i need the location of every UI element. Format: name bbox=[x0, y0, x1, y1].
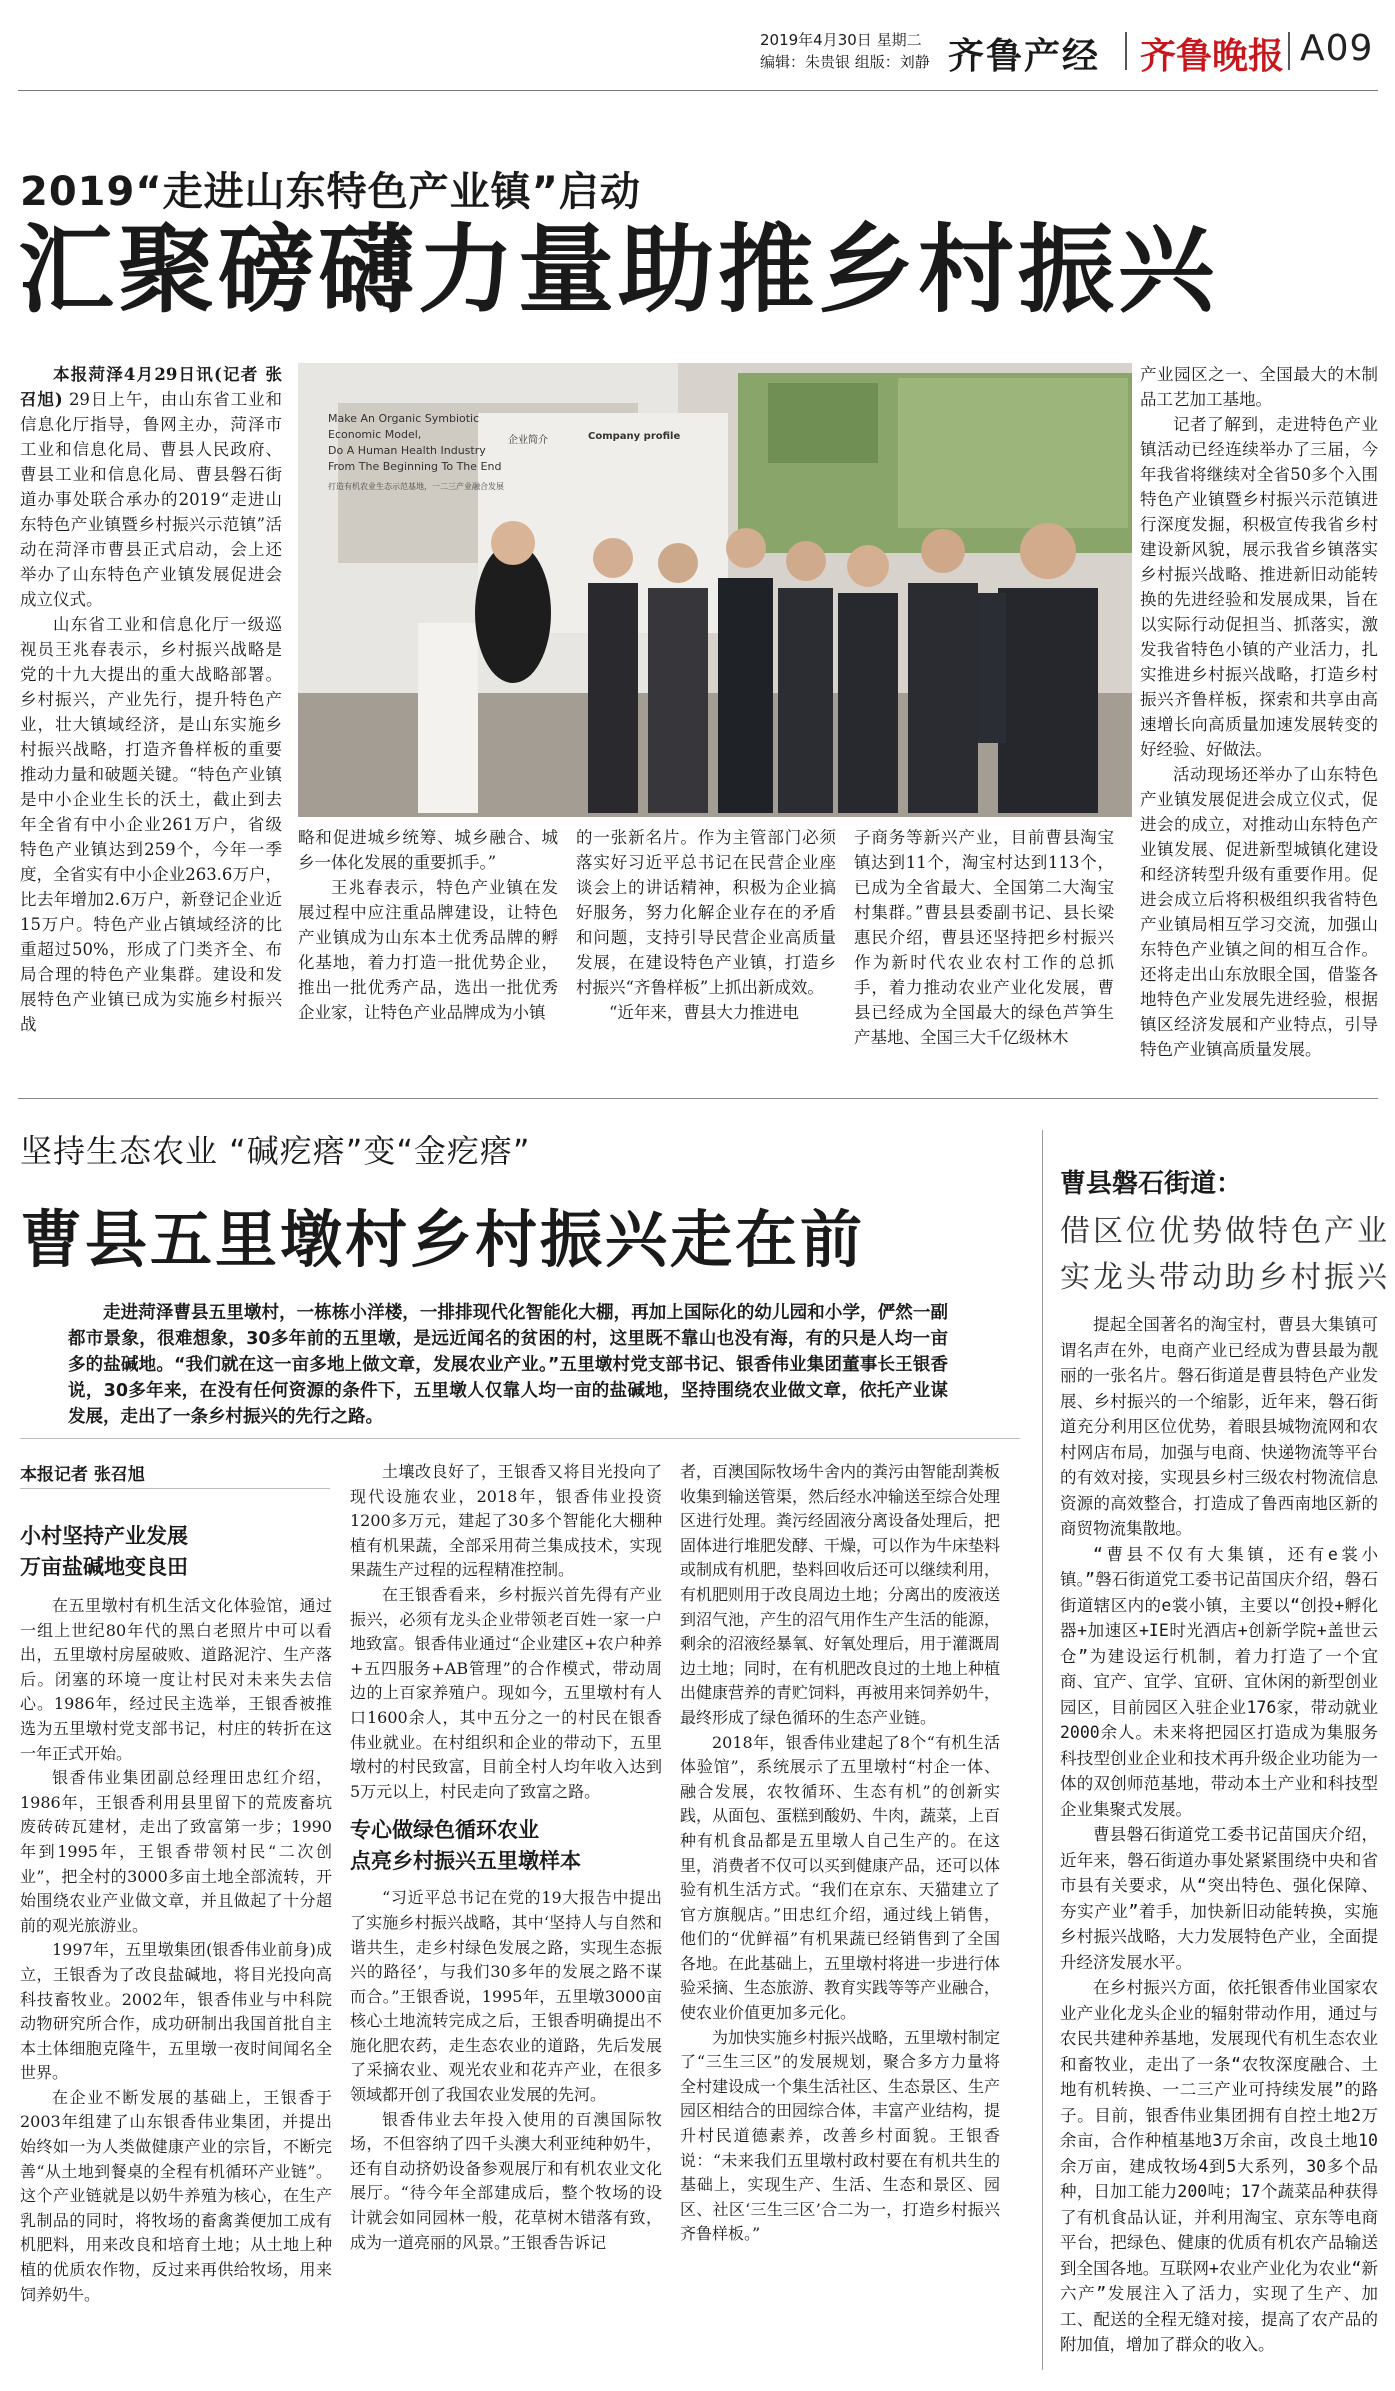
story1-paragraph: 山东省工业和信息化厅一级巡视员王兆春表示，乡村振兴战略是党的十九大提出的重大战略部署。乡村振兴，产业先行，提升特色产业，壮大镇域经济，是山东实施乡村振兴战略，打造齐鲁样板的重要推动力量和破题关键。“特色产业镇是中小企业生长的沃土，截止到去年全省有中小企业261万户，省级特色产业镇达到259个，今年一季度，全省实有中小企业263.6万户，比去年增加2.6万户，新登记企业近15万户。特色产业占镇域经济的比重超过50%，形成了门类齐全、布局合理的特色产业集群。建设和发展特色产业镇已成为实施乡村振兴战 bbox=[20, 615, 282, 1034]
editor-credit: 编辑：朱贵银 组版：刘静 bbox=[760, 53, 930, 71]
photo-panel-label: 企业简介 bbox=[508, 435, 548, 446]
story2-kicker: 坚持生态农业 “碱疙瘩”变“金疙瘩” bbox=[20, 1132, 531, 1170]
story1-photo bbox=[298, 363, 1132, 817]
story2-subheading-2: 专心做绿色循环农业 点亮乡村振兴五里墩样本 bbox=[350, 1817, 581, 1874]
story2-column-2: 土壤改良好了，王银香又将目光投向了现代设施农业，2018年，银香伟业投资1200多万元，建起了30多个智能化大棚种植有机果蔬，全部采用荷兰集成技术，实现果蔬生产过程的远程精准控制。 在王银香看来，乡村振兴首先得有产业振兴，必须有龙头企业带领老百姓一家一户地致富。银香伟业通过“企业建区+农户种养+五四服务+AB管理”的合作模式，带动周边的上百家养殖户。现如今，五里墩村有人口1600余人，其中五分之一的村民在银香伟业就业。在村组织和企业的带动下，五里墩村的村民致富，目前全村人均年收入达到5万元以上，村民走向了致富之路。 专心做绿色循环农业 点亮乡村振兴五里墩样本 “习近平总书记在党的19大报告中提出了实施乡村振兴战略，其中‘坚持人与自然和谐共生，走乡村绿色发展之路，实现生态振兴的路径’，与我们30多年的发展之路不谋而合。”王银香说，1995年，五里墩3000亩核心土地流转完成之后，王银香明确提出不施化肥农药，走生态农业的道路，先后发展了采摘农业、观光农业和花卉产业，在很多领域都开创了我国农业发展的先河。 银香伟业去年投入使用的百澳国际牧场，不但容纳了四千头澳大利亚纯种奶牛，还有自动挤奶设备参观展厅和有机农业文化展厅。“待今年全部建成后，整个牧场的设计就会如同园林一般，花草树木错落有致，成为一道亮丽的风景。”王银香告诉记 bbox=[350, 1462, 662, 2252]
page-number: A09 bbox=[1300, 28, 1374, 69]
photo-panel-label-en: Company profile bbox=[588, 431, 681, 442]
story1-dateline: 本报菏泽4月29日讯(记者 张召旭) bbox=[20, 365, 282, 409]
side-headline-line-1: 借区位优势做特色产业 bbox=[1060, 1214, 1390, 1249]
section-title: 齐鲁产经 bbox=[948, 36, 1101, 77]
side-headline-line-2: 实龙头带动助乡村振兴 bbox=[1060, 1260, 1390, 1295]
story1-column-5: 产业园区之一、全国最大的木制品工艺加工基地。 记者了解到，走进特色产业镇活动已经连续举办了三届，今年我省将继续对全省50多个入围特色产业镇暨乡村振兴示范镇进行深度发掘，积极宣传我省乡村建设新风貌，展示我省乡镇落实乡村振兴战略、推进新旧动能转换的先进经验和发展成果，旨在以实际行动促担当、抓落实，激发我省特色小镇的产业活力，扎实推进乡村振兴战略，打造乡村振兴齐鲁样板，探索和共享由高速增长向高质量加速发展转变的好经验、好做法。 活动现场还举办了山东特色产业镇发展促进会成立仪式，促进会的成立，对推动山东特色产业镇发展、促进新型城镇化建设和经济转型升级有重要作用。促进会成立后将积极组织我省特色产业镇局相互学习交流，加强山东特色产业镇之间的相互合作。还将走出山东放眼全国，借鉴各地特色产业发展先进经验，根据镇区经济发展和产业特点，引导特色产业镇高质量发展。 bbox=[1140, 365, 1378, 1059]
story2-headline: 曹县五里墩村乡村振兴走在前 bbox=[20, 1203, 866, 1276]
newspaper-logo: 齐鲁晚报 bbox=[1140, 35, 1285, 77]
issue-date: 2019年4月30日 星期二 bbox=[760, 31, 922, 49]
section-rule bbox=[18, 1098, 1378, 1099]
story2-intro: 走进菏泽曹县五里墩村，一栋栋小洋楼，一排排现代化智能化大棚，再加上国际化的幼儿园和小学，俨然一副都市景象，很难想象，30多年前的五里墩，是远近闻名的贫困的村，这里既不靠山也没有海，有的只是人均一亩多的盐碱地。“我们就在这一亩多地上做文章，发展农业产业。”五里墩村党支部书记、银香伟业集团董事长王银香说，30多年来，在没有任何资源的条件下，五里墩人仅靠人均一亩的盐碱地，坚持围绕农业做文章，依托产业谋发展，走出了一条乡村振兴的先行之路。 bbox=[68, 1303, 948, 1427]
story1-headline: 汇聚磅礴力量助推乡村振兴 bbox=[18, 214, 1218, 326]
photo-small-caption: 打造有机农业生态示范基地，一二三产业融合发展 bbox=[328, 482, 504, 491]
story1-kicker: 2019“走进山东特色产业镇”启动 bbox=[20, 169, 641, 215]
story1-column-2: 略和促进城乡统筹、城乡融合、城乡一体化发展的重要抓手。” 王兆春表示，特色产业镇在发展过程中应注重品牌建设，让特色产业镇成为山东本土优秀品牌的孵化基地，着力打造一批优势企业，推出一批优秀产品，选出一批优秀企业家，让特色产业品牌成为小镇 bbox=[298, 828, 558, 1022]
sidebar-divider bbox=[1042, 1130, 1043, 2370]
story1-column-3: 的一张新名片。作为主管部门必须落实好习近平总书记在民营企业座谈会上的讲话精神，积极为企业搞好服务，努力化解企业存在的矛盾和问题，支持引导民营企业高质量发展，在建设特色产业镇，打造乡村振兴“齐鲁样板”上抓出新成效。 “近年来，曹县大力推进电 bbox=[576, 828, 836, 1022]
story2-byline: 本报记者 张召旭 bbox=[20, 1465, 145, 1485]
side-kicker: 曹县磐石街道： bbox=[1060, 1169, 1243, 1199]
side-body: 提起全国著名的淘宝村，曹县大集镇可谓名声在外，电商产业已经成为曹县最为靓丽的一张名片。磐石街道是曹县特色产业发展、乡村振兴的一个缩影，近年来，磐石街道充分利用区位优势，着眼县城物流网和农村网店布局，加强与电商、快递物流等平台的有效对接，实现县乡村三级农村物流信息资源的高效整合，打造成了鲁西南地区新的商贸物流集散地。 “曹县不仅有大集镇，还有e裳小镇。”磐石街道党工委书记苗国庆介绍，磐石街道辖区内的e裳小镇，主要以“创投+孵化器+加速区+IE时光酒店+创新学院+盖世云仓”为建设运行机制，着力打造了一个宜商、宜产、宜学、宜研、宜休闲的新型创业园区，目前园区入驻企业176家，带动就业2000余人。未来将把园区打造成为集服务科技型创业企业和技术再升级企业功能为一体的双创师范基地，带动本土产业和科技型企业集聚式发展。 曹县磐石街道党工委书记苗国庆介绍，近年来，磐石街道办事处紧紧围绕中央和省市县有关要求，从“突出特色、强化保障、夯实产业”着手，加快新旧动能转换，实施乡村振兴战略，大力发展特色产业，全面提升经济发展水平。 在乡村振兴方面，依托银香伟业国家农业产业化龙头企业的辐射带动作用，通过与农民共建种养基地，发展现代有机生态农业和畜牧业，走出了一条“农牧深度融合、土地有机转换、一二三产业可持续发展”的路子。目前，银香伟业集团拥有自控土地2万余亩，合作种植基地3万余亩，改良土地10余万亩，建成牧场4到5大系列，30多个品种，日加工能力200吨；17个蔬菜品种获得了有机食品认证，并利用淘宝、京东等电商平台，把绿色、健康的优质有机农产品输送到全国各地。互联网+农业产业化为农业“新六产”发展注入了活力，实现了生产、加工、配送的全程无缝对接，提高了农产品的附加值，增加了群众的收入。 bbox=[1060, 1315, 1378, 2354]
story1-column-4: 子商务等新兴产业，目前曹县淘宝镇达到11个，淘宝村达到113个，已成为全省最大、全国第二大淘宝村集群。”曹县县委副书记、县长梁惠民介绍，曹县还坚持把乡村振兴作为新时代农业农村工作的总抓手，着力推动农业产业化发展，曹县已经成为全国最大的绿色芦笋生产基地、全国三大千亿级林木 bbox=[854, 828, 1114, 1047]
story2-column-1: 小村坚持产业发展 万亩盐碱地变良田 在五里墩村有机生活文化体验馆，通过一组上世纪80年代的黑白老照片中可以看出，五里墩村房屋破败、道路泥泞、生产落后。闭塞的环境一度让村民对未来失去信心。1986年，经过民主选举，王银香被推选为五里墩村党支部书记，村庄的转折在这一年正式开始。 银香伟业集团副总经理田忠红介绍，1986年，王银香利用县里留下的荒废畜坑废砖砖瓦建材，走出了致富第一步；1990年到1995年，王银香带领村民“二次创业”，把全村的3000多亩土地全部流转，开始围绕农业产业做文章，并且做起了十分超前的观光旅游业。 1997年，五里墩集团(银香伟业前身)成立，王银香为了改良盐碱地，将目光投向高科技畜牧业。2002年，银香伟业与中科院动物研究所合作，成功研制出我国首批自主本土体细胞克隆牛，五里墩一夜时间闻名全世界。 在企业不断发展的基础上，王银香于2003年组建了山东银香伟业集团，并提出始终如一为人类做健康产业的宗旨，不断完善“从土地到餐桌的全程有机循环产业链”。这个产业链就是以奶牛养殖为核心，在生产乳制品的同时，将牧场的畜禽粪便加工成有机肥料，用来改良和培育土地；从土地上种植的优质农作物，反过来再供给牧场，用来饲养奶牛。 bbox=[20, 1520, 332, 2307]
story1-column-1: 本报菏泽4月29日讯(记者 张召旭) 29日上午，由山东省工业和信息化厅指导，鲁网主办，菏泽市工业和信息化局、曹县人民政府、曹县工业和信息化局、曹县磐石街道办事处联合承办的2019“走进山东特色产业镇暨乡村振兴示范镇”活动在菏泽市曹县正式启动，会上还举办了山东特色产业镇发展促进会成立仪式。 山东省工业和信息化厅一级巡视员王兆春表示，乡村振兴战略是党的十九大提出的重大战略部署。乡村振兴，产业先行，提升特色产业，壮大镇域经济，是山东实施乡村振兴战略，打造齐鲁样板的重要推动力量和破题关键。“特色产业镇是中小企业生长的沃土，截止到去年全省有中小企业261万户，省级特色产业镇达到259个，今年一季度，全省实有中小企业263.6万户，比去年增加2.6万户，新登记企业近15万户。特色产业占镇域经济的比重超过50%，形成了门类齐全、布局合理的特色产业集群。建设和发展特色产业镇已成为实施乡村振兴战 bbox=[20, 362, 282, 1037]
story2-column-3: 者，百澳国际牧场牛舍内的粪污由智能刮粪板收集到输送管渠，然后经水冲输送至综合处理区进行处理。粪污经固液分离设备处理后，把固体进行堆肥发酵、干燥，可以作为牛床垫料或制成有机肥，垫料回收后还可以继续利用，有机肥则用于改良周边土地；分离出的废液送到沼气池，产生的沼气用作生产生活的能源，剩余的沼液经暴氧、好氧处理后，用于灌溉周边土地；同时，在有机肥改良过的土地上种植出健康营养的青贮饲料，再被用来饲养奶牛，最终形成了绿色循环的生态产业链。 2018年，银香伟业建起了8个“有机生活体验馆”，系统展示了五里墩村“村企一体、融合发展，农牧循环、生态有机”的创新实践，从面包、蛋糕到酸奶、牛肉，蔬菜，上百种有机食品都是五里墩人自己生产的。在这里，消费者不仅可以买到健康产品，还可以体验有机生活方式。“我们在京东、天猫建立了官方旗舰店。”田忠红介绍，通过线上销售，他们的“优鲜福”有机果蔬已经销售到了全国各地。在此基础上，五里墩村将进一步进行体验采摘、生态旅游、教育实践等等产业融合，使农业价值更加多元化。 为加快实施乡村振兴战略，五里墩村制定了“三生三区”的发展规划，聚合多方力量将全村建设成一个集生活社区、生态景区、生产园区相结合的田园综合体，丰富产业结构，提升村民道德素养，改善乡村面貌。王银香说：“未来我们五里墩村政村要在有机共生的基础上，实现生产、生活、生态和景区、园区、社区‘三生三区’合二为一，打造乡村振兴齐鲁样板。” bbox=[680, 1462, 1001, 2244]
photo-board-text: Make An Organic Symbiotic Economic Model, Do A Human Health Industry From The Beginning To The End bbox=[328, 412, 502, 473]
header-rule bbox=[18, 90, 1378, 91]
intro-rule bbox=[20, 1438, 1020, 1439]
header-divider bbox=[1288, 32, 1290, 70]
byline-rule bbox=[20, 1488, 330, 1489]
header-divider bbox=[1125, 32, 1127, 70]
story2-subheading-1: 小村坚持产业发展 万亩盐碱地变良田 bbox=[20, 1523, 188, 1579]
